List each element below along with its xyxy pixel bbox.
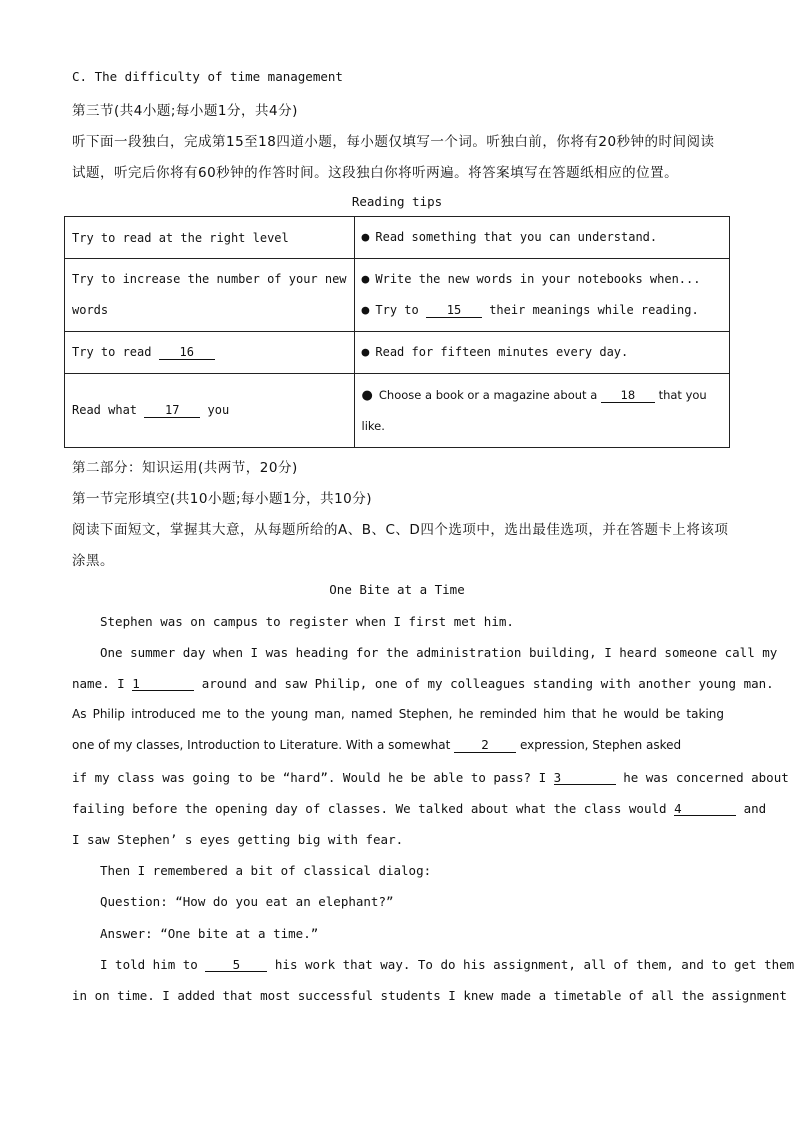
- bullet-icon: ●: [361, 303, 370, 318]
- table-cell: [354, 217, 729, 259]
- bullet-icon: ●: [361, 272, 370, 287]
- answer-blank-18[interactable]: 18: [601, 389, 655, 403]
- row4-right-post: that you: [658, 387, 707, 402]
- row2-left-line2: words: [72, 303, 109, 317]
- cloze-section-title: 第一节完形填空(共10小题;每小题1分，共10分): [72, 491, 373, 507]
- section3-instruction-line2: 试题，听完后你将有60秒钟的作答时间。这段独白你将听两遍。将答案填写在答题纸相应的位置。: [72, 165, 679, 181]
- p2-line6-pre: failing before the opening day of classes. We talked about what the class would: [72, 801, 667, 816]
- row4-right-line2: like.: [361, 418, 385, 433]
- p2-line2-post: around and saw Philip, one of my colleagues standing with another young man.: [201, 676, 774, 691]
- part2-title: 第二部分：知识运用(共两节，20分): [72, 460, 298, 476]
- answer-blank-17[interactable]: 17: [144, 404, 200, 418]
- table-cell: [65, 332, 355, 374]
- row4-right-pre: Choose a book or a magazine about a: [378, 387, 598, 402]
- cloze-instruction-line2: 涂黑。: [72, 553, 114, 569]
- row1-right-text: Read something that you can understand.: [375, 230, 658, 244]
- row3-left-pre: Try to read: [72, 345, 152, 359]
- row1-left-text: Try to read at the right level: [72, 230, 289, 245]
- row3-right-text: Read for fifteen minutes every day.: [375, 345, 629, 359]
- cloze-blank-4[interactable]: 4: [674, 802, 736, 816]
- row4-left-pre: Read what: [72, 403, 138, 417]
- passage-p2-line7: I saw Stephen’ s eyes getting big with fear.: [72, 832, 404, 847]
- row2-left-line1: Try to increase the number of your new: [72, 272, 347, 286]
- passage-p2-line4: [72, 738, 724, 753]
- section3-title: 第三节(共4小题;每小题1分，共4分): [72, 103, 298, 119]
- passage-title: One Bite at a Time: [329, 582, 465, 597]
- option-c-text: C. The difficulty of time management: [72, 69, 343, 84]
- passage-p2-line5: [72, 770, 789, 785]
- passage-p2-line2: [72, 676, 774, 691]
- table-row: [65, 259, 730, 332]
- p2-line4-post: expression, Stephen asked: [519, 738, 682, 752]
- bullet-icon: ●: [361, 345, 370, 360]
- passage-p3: Then I remembered a bit of classical dialog:: [100, 863, 432, 878]
- passage-p2-line1: One summer day when I was heading for the administration building, I heard someone call my: [100, 645, 778, 660]
- table-cell: [65, 259, 355, 332]
- table-row: [65, 217, 730, 259]
- table-row: [65, 332, 730, 374]
- table-cell: [354, 332, 729, 374]
- bullet-icon: ●: [361, 387, 373, 403]
- table-title: Reading tips: [351, 194, 443, 209]
- p2-line5-pre: if my class was going to be “hard”. Would he be able to pass? I: [72, 770, 547, 785]
- answer-blank-15[interactable]: 15: [426, 304, 482, 318]
- cloze-blank-2[interactable]: 2: [454, 739, 516, 753]
- passage-p5: Answer: “One bite at a time.”: [100, 926, 319, 941]
- table-row: [65, 374, 730, 448]
- passage-p2-line3: As Philip introduced me to the young man, named Stephen, he reminded him that he would be taking: [72, 707, 724, 721]
- table-cell: [65, 217, 355, 259]
- reading-tips-table: [64, 216, 730, 448]
- passage-p4: Question: “How do you eat an elephant?”: [100, 894, 394, 909]
- p6-line1-post: his work that way. To do his assignment, all of them, and to get them: [274, 957, 794, 972]
- cloze-blank-5[interactable]: 5: [205, 958, 267, 972]
- section3-instruction-line1: 听下面一段独白，完成第15至18四道小题，每小题仅填写一个词。听独白前，你将有20秒钟的时间阅读: [72, 134, 715, 150]
- passage-p2-line6: [72, 801, 767, 816]
- cloze-blank-1[interactable]: 1: [132, 677, 194, 691]
- p2-line2-pre: name. I: [72, 676, 125, 691]
- p2-line6-post: and: [743, 801, 767, 816]
- table-cell: [354, 374, 729, 448]
- row2-right-post: their meanings while reading.: [489, 303, 699, 317]
- row2-right-pre: Try to: [375, 303, 419, 317]
- p6-line1-pre: I told him to: [100, 957, 198, 972]
- cloze-instruction-line1: 阅读下面短文，掌握其大意，从每题所给的A、B、C、D四个选项中，选出最佳选项，并在答题卡上将该项: [72, 522, 729, 538]
- table-cell: [354, 259, 729, 332]
- p2-line4-pre: one of my classes, Introduction to Literature. With a somewhat: [72, 738, 451, 752]
- answer-blank-16[interactable]: 16: [159, 346, 215, 360]
- cloze-blank-3[interactable]: 3: [554, 771, 616, 785]
- row4-left-post: you: [207, 403, 230, 417]
- passage-p6-line2: in on time. I added that most successful students I knew made a timetable of all the assignment: [72, 988, 787, 1003]
- row2-right-line1: Write the new words in your notebooks when...: [375, 272, 701, 286]
- table-cell: [65, 374, 355, 448]
- passage-p1: Stephen was on campus to register when I first met him.: [100, 614, 514, 629]
- passage-p6-line1: [100, 957, 794, 972]
- p2-line5-post: he was concerned about: [623, 770, 789, 785]
- bullet-icon: ●: [361, 230, 370, 245]
